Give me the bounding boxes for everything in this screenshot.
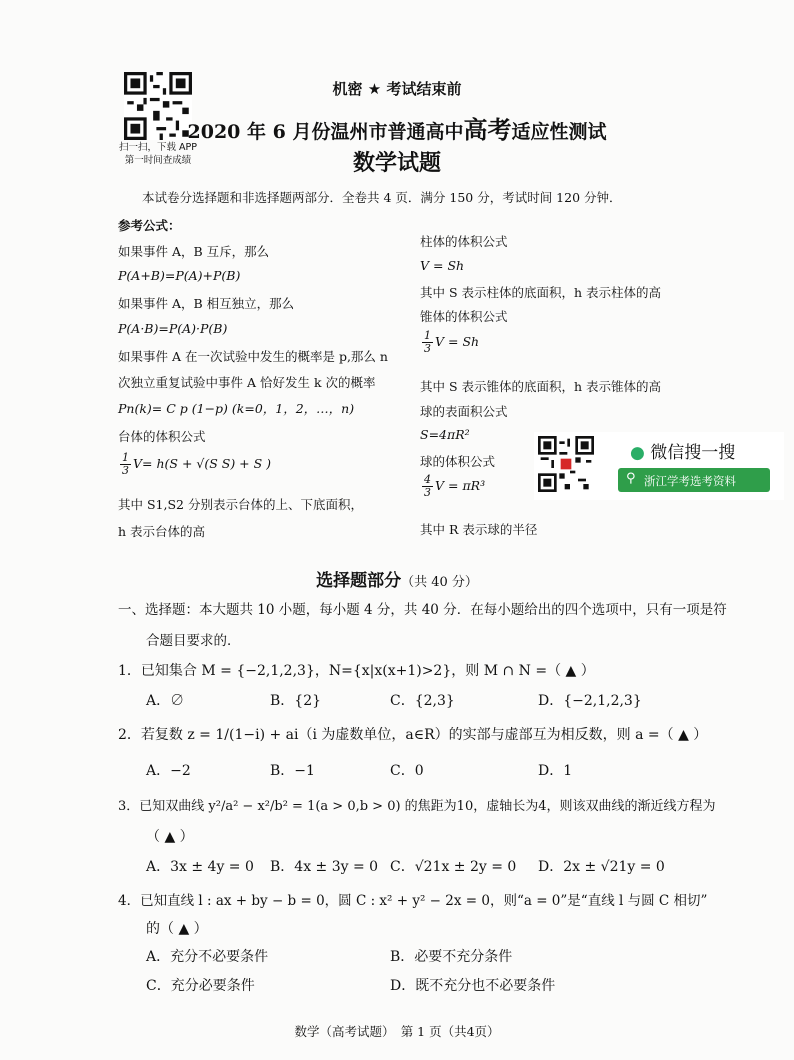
question-2-option-d: D．1 — [538, 763, 573, 779]
wechat-icon: ● — [630, 443, 645, 463]
question-3-stem-2: （ ▲ ） — [146, 829, 194, 845]
formula-left-3: P(A·B)=P(A)·P(B) — [118, 321, 228, 336]
page-footer: 数学（高考试题） 第 1 页（共4页） — [294, 1024, 500, 1039]
intro-text: 本试卷分选择题和非选择题两部分．全卷共 4 页．满分 150 分，考试时间 120 分钟． — [142, 190, 622, 205]
question-4-option-d: D．既不充分也不必要条件 — [390, 978, 556, 994]
question-4-stem: 4．已知直线 l : ax + by − b = 0，圆 C : x² + y² − 2x = 0，则“a = 0”是“直线 l 与圆 C 相切” — [118, 893, 708, 909]
title-big: 高考 — [463, 115, 512, 144]
formula-left-1: P(A+B)=P(A)+P(B) — [118, 268, 241, 283]
formula-left-6: Pn(k)= C p (1−p) (k=0，1，2，…，n) — [118, 401, 355, 416]
title-post: 适应性测试 — [511, 121, 607, 143]
confidential-label: 机密 ★ 考试结束前 — [332, 80, 462, 98]
question-1-stem: 1．已知集合 M = {−2,1,2,3}，N={x|x(x+1)>2}，则 M ∩ N =（ ▲ ） — [118, 663, 595, 679]
qr-caption-2: 第一时间查成绩 — [124, 155, 192, 166]
formula-left-0: 如果事件 A，B 互斥，那么 — [118, 244, 270, 259]
formula-left-5: 次独立重复试验中事件 A 恰好发生 k 次的概率 — [118, 375, 376, 390]
question-3-option-b: B．4x ± 3y = 0 — [270, 859, 379, 875]
question-4-stem-2: 的（ ▲ ） — [146, 921, 208, 937]
question-4-option-c: C．充分必要条件 — [146, 978, 255, 994]
formula-left-7: 台体的体积公式 — [118, 429, 206, 444]
question-2-option-c: C．0 — [390, 763, 424, 779]
formula-right-9: $\frac{4}{3}$ V = πR³ — [424, 473, 486, 499]
question-4-option-b: B．必要不充分条件 — [390, 949, 513, 965]
page-title — [0, 110, 794, 145]
formula-left-10: h 表示台体的高 — [118, 524, 206, 539]
question-1-option-b: B．{2} — [270, 693, 322, 709]
search-icon: ⚲ — [626, 471, 636, 486]
question-4-option-a: A．充分不必要条件 — [146, 949, 269, 965]
formula-right-8: 球的体积公式 — [420, 454, 496, 469]
formula-right-6: 球的表面积公式 — [420, 404, 508, 419]
section-points: （共 40 分） — [401, 575, 478, 590]
formula-right-10: 其中 R 表示球的半径 — [420, 522, 538, 537]
formula-right-5: 其中 S 表示锥体的底面积，h 表示锥体的高 — [420, 379, 662, 394]
qr-caption-1: 扫一扫，下载 APP — [119, 142, 197, 153]
qr-code-icon — [538, 436, 594, 492]
formula-right-0: 柱体的体积公式 — [420, 234, 508, 249]
question-2-stem: 2．若复数 z = 1/(1−i) + ai（i 为虚数单位，a∈R）的实部与虚部互为相反数，则 a =（ ▲ ） — [118, 727, 708, 743]
question-3-stem: 3．已知双曲线 y²/a² − x²/b² = 1(a > 0,b > 0) 的焦距为10，虚轴长为4，则该双曲线的渐近线方程为 — [118, 799, 716, 814]
wechat-search-bar[interactable] — [618, 468, 770, 492]
formula-left-2: 如果事件 A，B 相互独立，那么 — [118, 296, 295, 311]
wechat-search-text: 浙江学考选考资料 — [644, 474, 736, 488]
formula-right-3: 锥体的体积公式 — [420, 309, 508, 324]
formula-right-4: $\frac{1}{3}$ V = Sh — [424, 329, 480, 355]
formula-right-2: 其中 S 表示柱体的底面积，h 表示柱体的高 — [420, 285, 662, 300]
question-1-option-c: C．{2,3} — [390, 693, 455, 709]
section-title — [0, 566, 794, 591]
section-title-text: 选择题部分 — [316, 571, 402, 591]
formula-left-4: 如果事件 A 在一次试验中发生的概率是 p,那么 n — [118, 349, 388, 364]
question-3-option-d: D．2x ± √21y = 0 — [538, 859, 665, 875]
formula-right-7: S=4πR² — [420, 427, 470, 442]
section-instruction-1: 一、选择题：本大题共 10 小题，每小题 4 分，共 40 分．在每小题给出的四个选项中，只有一项是符 — [118, 602, 727, 618]
question-3-option-a: A．3x ± 4y = 0 — [146, 859, 254, 875]
formula-right-1: V = Sh — [420, 258, 465, 273]
section-instruction-2: 合题目要求的． — [146, 633, 241, 649]
question-2-option-a: A．−2 — [146, 763, 191, 779]
title-pre: 2020 年 6 月份温州市普通高中 — [187, 121, 464, 143]
formula-left-9: 其中 S1,S2 分别表示台体的上、下底面积， — [118, 497, 363, 512]
question-2-option-b: B．−1 — [270, 763, 315, 779]
page-subtitle: 数学试题 — [352, 151, 441, 176]
question-3-option-c: C．√21x ± 2y = 0 — [390, 859, 517, 875]
formula-left-8: $\frac{1}{3}$ V= h(S + √(S S) + S ) — [122, 451, 272, 477]
question-1-option-a: A．∅ — [146, 693, 185, 709]
wechat-search-label: ● 微信搜一搜 — [630, 443, 736, 463]
frac-one-third: $\frac{1}{3}$ — [122, 451, 129, 477]
question-1-option-d: D．{−2,1,2,3} — [538, 693, 642, 709]
formulas-heading: 参考公式： — [118, 218, 181, 233]
wechat-qr-code — [538, 436, 594, 492]
